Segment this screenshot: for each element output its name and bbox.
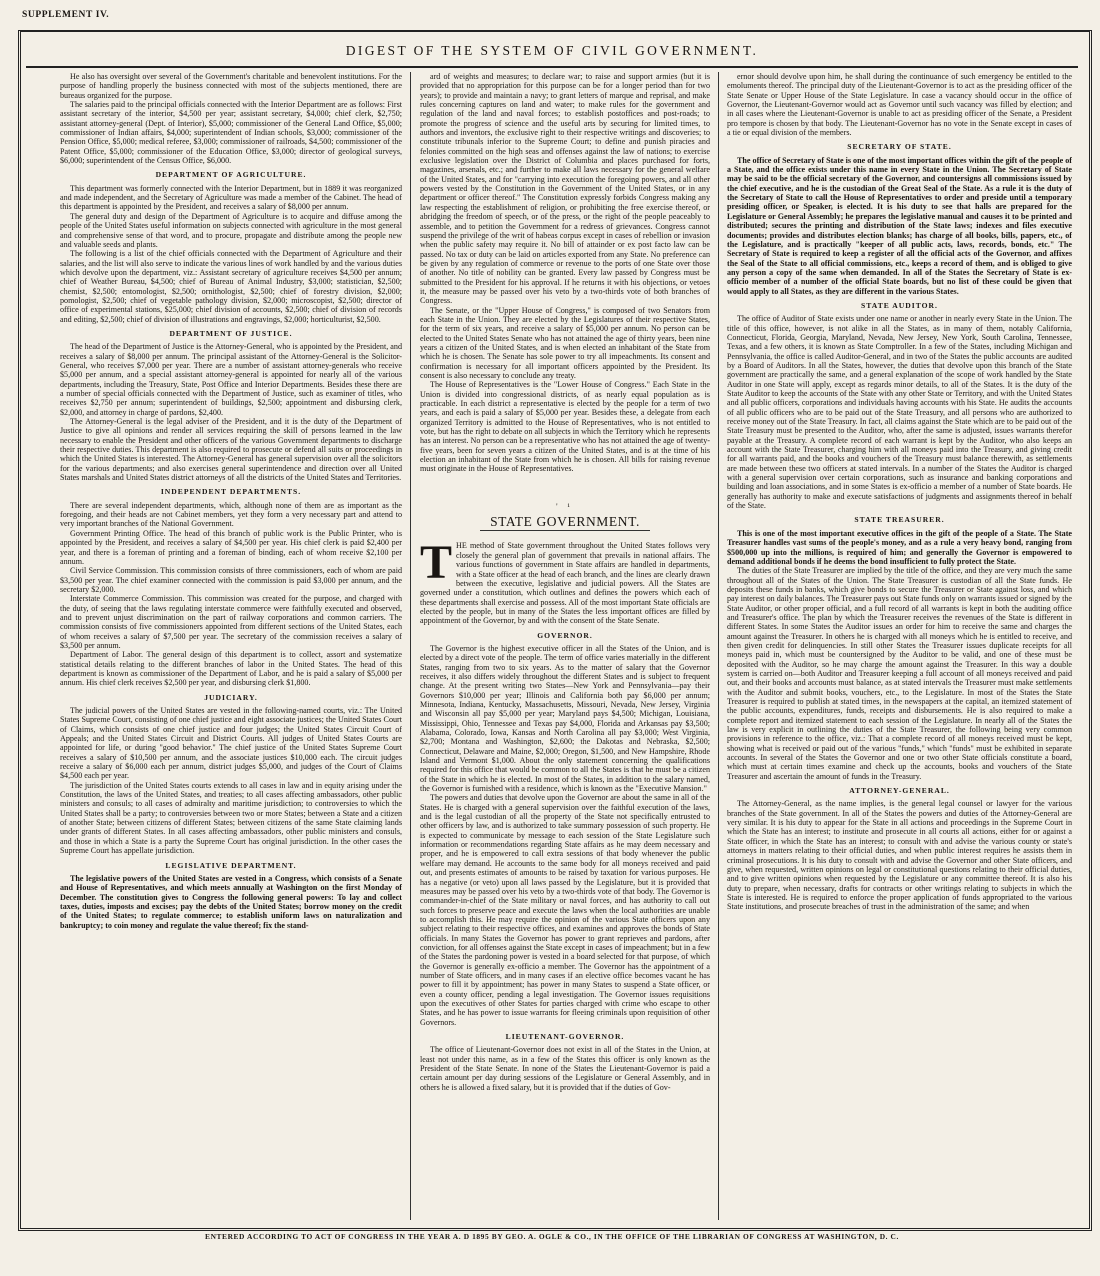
- column-rule-2: [718, 72, 719, 1220]
- paragraph: He also has oversight over several of the Government's charitable and benevolent institutions. For the purpose of handling properly the business connected with most of the subjects mentioned, there are bureaus organized for the purpose.: [60, 72, 402, 100]
- paragraph: The Attorney-General, as the name implies, is the general legal counsel or lawyer for the various branches of the State government. In all of the States the powers and duties of the Attorney-General are very similar. It is his duty to appear for the State in all actions and proceedings in the Supreme Court in which the State has an interest; to institute and prosecute in all courts all actions, either for or against a State officer, in which the State has an interest; to consult with and advise the various county or state's attorneys in matters relating to their official duties, and when public interest requires he assists them in criminal prosecutions. It is his duty to consult with and advise the Governor and other State officers, and give, when requested, written opinions on legal or constitutional questions relating to their official duties, and to give written opinions when requested by the Legislature or any committee thereof. It is also his duty to prepare, when necessary, drafts for contracts or other writings relating to subjects in which the State is interested. He is required to enforce the proper application of funds appropriated to the various State institutions, and prosecute breaches of trust in the administration of the same; and when: [727, 799, 1072, 912]
- paragraph: Government Printing Office. The head of this branch of public work is the Public Printer, who is appointed by the President, and receives a salary of $4,500 per year. His chief clerk is paid $2,400 per year, and there is a foreman of printing and a foreman of binding, each of whom receive $2,100 per annum.: [60, 528, 402, 566]
- paragraph: The Attorney-General is the legal adviser of the President, and it is the duty of the Department of Justice to give all opinions and render all services requiring the skill of persons learned in the law necessary to enable the President and other officers of the various Government departments to discharge their respective duties. This department is also required to prosecute or defend all suits or proceedings in which the United States is interested. The Attorney-General has general supervision over all the solicitors for the various departments; and also exercises general superintendence and direction over all United States marshals and United States district attorneys of all the districts of the United States and Territories.: [60, 417, 402, 483]
- column-2: [420, 72, 710, 1222]
- paragraph: The following is a list of the chief officials connected with the Department of Agriculture and their salaries, and the list will also serve to indicate the various lines of work handled by and the various duties which devolve upon the department, viz.: Assistant secretary of agriculture receives $4,500 per annum; chief of Weather Bureau, $4,500; chief of Bureau of Animal Industry, $3,000; statistician, $2,500; chemist, $2,500; entomologist, $2,500; ornithologist, $2,500; chief of forestry division, $2,000; pomologist, $2,500; chief of vegetable pathology division, $2,000; microscopist, $2,500; director of office of experimental stations, $25,000; chief division of accounts, $2,500; chief of division of records and editing, $2,500; chief of division of illustrations and engravings, $2,000; horticulturist, $2,500.: [60, 249, 402, 324]
- paragraph: The Senate, or the "Upper House of Congress," is composed of two Senators from each State in the Union. They are elected by the Legislatures of their respective States, for the term of six years, and receive a salary of $5,000 per annum. No person can be elected to the United States Senate who has not attained the age of thirty years, been nine years a citizen of the United States, and is when elected an inhabitant of the State from which he is chosen. The Senate has sole power to try all impeachments. Its consent and confirmation is necessary for all important officers appointed by the President. Its consent is also necessary to conclude any treaty.: [420, 305, 710, 380]
- paragraph: The House of Representatives is the "Lower House of Congress." Each State in the Union is divided into congressional districts, of as nearly equal population as is practicable. In each district a representative is elected by the people for a term of two years, and each is paid a salary of $5,000 per year. Besides these, a delegate from each organized Territory is admitted to the House of Representatives, who is not entitled to vote, but has the right to debate on all subjects in which the Territory which he represents has an interest. No person can be a representative who has not attained the age of twenty-five years, been for seven years a citizen of the United States, and is at the time of his election an inhabitant of the State from which he is chosen. All bills for raising revenue must originate in the House of Representatives.: [420, 380, 710, 474]
- section-heading-state-auditor: STATE AUDITOR.: [861, 300, 938, 310]
- paragraph: Civil Service Commission. This commission consists of three commissioners, each of whom are paid $3,500 per year. The chief examiner connected with the commission is paid $3,000 per annum, and the secretary $2,000.: [60, 566, 402, 594]
- ornament-divider: ' ¹: [556, 501, 574, 511]
- paragraph: This is one of the most important executive offices in the gift of the people of a State. The State Treasurer handles vast sums of the people's money, and as a rule a very heavy bond, ranging from $500,000 up into the millions, is required of him; and generally the Governor is empowered to demand additional bonds if he deems the bond insufficient to fully protect the State.: [727, 528, 1072, 566]
- paragraph: The office of Auditor of State exists under one name or another in nearly every State in the Union. The title of this office, however, is not alike in all the States, as in many of them, notably California, Connecticut, Florida, Georgia, Maryland, Nevada, New Jersey, New York, South Carolina, Tennessee, Texas, and a few others, it is known as State Comptroller. In a few of the States, including Michigan and Pennsylvania, the office is called Auditor-General, and in two of the States the public accounts are audited by a Board of Auditors. In all the States, however, the duties that devolve upon this branch of the State government are practically the same, and a general explanation of the scope of work handled by the State Auditor in one State will apply, except as regards minor details, to all of the States. It is the duty of the State Auditor to keep the accounts of the State with any other State or Territory, and with the United States and all public officers, corporations and individuals having accounts with his State. He audits the accounts of all public officers who are to be paid out of the State Treasury, and all persons who are authorized to receive money out of the State Treasury. In fact, all claims against the State which are to be paid out of the State Treasury must be presented to the Auditor, who, after the same is adjusted, issues warrants therefor payable at the Treasury. A complete record of each warrant is kept by the Auditor, who also keeps an account with the State Treasurer, charging him with all moneys paid into the Treasury, and giving credit for all warrants paid, and the books and vouchers of the Treasury must balance therewith, as settlements are made between these two officers at stated intervals. In a number of the States the Auditor is charged with a general supervision over certain corporations, such as insurance and banking corporations and building and loan associations, and in some States is ex-officio a member of a number of State boards. He generally has authority to make and execute satisfactions of judgments and assignments thereof in behalf of the State.: [727, 314, 1072, 511]
- paragraph: The head of the Department of Justice is the Attorney-General, who is appointed by the President, and receives a salary of $8,000 per annum. The principal assistant of the Attorney-General is the Solicitor-General, who receives $7,000 per year. There are a number of assistant attorney-generals who receive $5,000 per annum, and a special assistant attorney-general is appointed for nearly all of the various departments, including the Treasury, State, Post Office and Interior Departments. Besides these there are a number of special officials connected with the Department of Justice, such as examiner of titles, who receives $2,750 per annum; superintendent of buildings, $2,500; appointment and disbursing clerk, $2,000, and attorney in charge of pardons, $2,400.: [60, 342, 402, 417]
- section-heading-lieutenant-governor: LIEUTENANT-GOVERNOR.: [505, 1032, 625, 1041]
- section-heading-justice: DEPARTMENT OF JUSTICE.: [169, 328, 293, 338]
- section-heading-secretary-of-state: SECRETARY OF STATE.: [847, 142, 952, 152]
- state-government-heading: STATE GOVERNMENT.: [490, 514, 640, 530]
- drop-cap: T: [420, 536, 453, 590]
- paragraph: ard of weights and measures; to declare war; to raise and support armies (but it is provided that no appropriation for this purpose can be for a longer period than for two years); to provide and maintain a navy; to grant letters of marque and reprisal, and make rules concerning captures on land and water; to make rules for the government and regulation of the land and naval forces; to establish postoffices and post-roads; to promote the progress of science and the useful arts by securing for limited times, to authors and inventors, the exclusive right to their respective writings and discoveries; to constitute tribunals inferior to the Supreme Court; to define and punish piracies and felonies committed on the high seas and offenses against the law of nations; to exercise exclusive legislation over the District of Columbia and places purchased for forts, magazines, arsenals, etc.; and further to make all laws necessary for the general welfare of the United States, and for "carrying into execution the foregoing powers, and all other powers vested by the Constitution in the Government of the United States, or in any department or officer thereof." The Constitution expressly forbids Congress making any law respecting the establishment of religion, or prohibiting the free exercise thereof, or abridging the freedom of speech, or of the press, or the right of the people peaceably to assemble, and to petition the Government for a redress of grievances. Congress cannot suspend the privilege of the writ of habeas corpus except in cases of rebellion or invasion when the public safety may require it. No bill of attainder or ex post facto law can be passed. No tax or duty can be laid on articles exported from any State. No preference can be given by any regulation of commerce or revenue to the ports of one State over those of another. No title of nobility can be granted. Every law passed by Congress must be submitted to the President for his approval. If he returns it with his objections, or vetoes it, the measure may be passed over his veto by a two-thirds vote of both branches of Congress.: [420, 72, 710, 306]
- section-heading-agriculture: DEPARTMENT OF AGRICULTURE.: [155, 170, 307, 180]
- paragraph: Interstate Commerce Commission. This commission was created for the purpose, and charged with the duty, of seeing that the laws regulating interstate commerce were faithfully executed and observed, and to prevent unjust discrimination on the part of railway corporations and common carriers. The commission consists of five commissioners appointed from different sections of the United States, each of whom receives a salary of $7,500 per year. The secretary of the commission receives a salary of $3,500 per annum.: [60, 594, 402, 650]
- paragraph: The powers and duties that devolve upon the Governor are about the same in all of the States. He is charged with a general supervision over the faithful execution of the laws, and is the legal custodian of all the property of the State not specifically entrusted to other officers by law, and is authorized to take summary possession of such property. He is expected to communicate by message to each session of the State Legislature such information or recommendations regarding State affairs as he may deem necessary and proper, and he is empowered to call extra sessions of that body whenever the public welfare may demand. He accounts to the same body for all moneys received and paid out, and presents estimates of amounts to be raised by taxation for various purposes. He has a negative (or veto) upon all laws passed by the Legislature, but it is provided that measures may be passed over his veto by a two-thirds vote of that body. The Governor is commander-in-chief of the State military or naval forces, and has authority to call out such forces to preserve peace and execute the laws when the local authorities are unable to accomplish this. He may require the opinion of the various State officers upon any subject relating to their respective offices, and examines and approves the bonds of State officials. In many States the Governor has power to grant reprieves and pardons, after conviction, for all offenses against the State except in cases of impeachment; but in a few of the States the pardoning power is vested in a board selected for that purpose, of which the Governor is generally ex-officio a member. The Governor has the appointment of a number of State officers, and in many cases if an elective office becomes vacant he has power to fill it by appointment; has power in many States to suspend a State officer, or even a county officer, pending a legal investigation. The Governor issues requisitions upon the executives of other States for parties charged with crime who escape to other States, and he has power to issue warrants for fleeing criminals upon requisition of other Governors.: [420, 793, 710, 1027]
- paragraph: The Governor is the highest executive officer in all the States of the Union, and is elected by a direct vote of the people. The term of office varies materially in the different States, ranging from two to six years. As to the matter of salary that the Governor receives, it also differs widely throughout the different States and is subject to frequent change. At the present writing two States—New York and Pennsylvania—pay their Governors $10,000 per year; Illinois and California both pay $6,000 per annum; Minnesota, Indiana, Kentucky, Massachusetts, Missouri, Nevada, New Jersey, Virginia and Wisconsin all pay $5,000 per year; Maryland pays $4,500; Michigan, Louisiana, Mississippi, Ohio, Tennessee and Texas pay $4,000, Florida and Arkansas pay $3,500; Alabama, Colorado, Iowa, Kansas and North Carolina all pay $3,000; West Virginia, $2,700; Montana and Washington, $2,600; the Dakotas and Nebraska, $2,500; Connecticut, Delaware and Maine, $2,000; Oregon, $1,500, and New Hampshire, Rhode Island and Vermont $1,000. About the only statement concerning the qualifications required for this office that would be common to all the States is that he must be a citizen of the State in which he is elected. In most of the States, in addition to the salary named, the Governor is furnished with a residence, which is known as the "Executive Mansion.": [420, 643, 710, 794]
- section-heading-independent: INDEPENDENT DEPARTMENTS.: [160, 487, 302, 497]
- paragraph: The jurisdiction of the United States courts extends to all cases in law and in equity arising under the Constitution, the laws of the United States, and treaties; to all cases affecting ambassadors, other public ministers and consuls; to all cases of admiralty and maritime jurisdiction; to controversies to which the United States shall be a party; to controversies between two or more States; between a State and a citizen of another State; between citizens of different States; between citizens of the same State claiming lands under grants of different States. In all cases affecting ambassadors, other public ministers and consuls, and those in which a State is a party the Supreme Court has original jurisdiction. In the other cases the Supreme Court has appellate jurisdiction.: [60, 780, 402, 856]
- column-rule-1: [410, 72, 411, 1220]
- paragraph: The judicial powers of the United States are vested in the following-named courts, viz.: The United States Supreme Court, consisting of one chief justice and eight associate justices; the United States Court of Claims, which consists of one chief justice and four judges; the United States Circuit Court of Appeals; and the United States Circuit and District Courts. All judges of United States Courts are appointed for life, or during "good behavior." The chief justice of the United States Supreme Court receives a salary of $10,500 per annum, and the associate justices $10,000 each. The circuit judges receive a salary of $6,000 each per annum, district judges $5,000, and judges of the Court of Claims $4,500 each per year.: [60, 706, 402, 781]
- paragraph: ernor should devolve upon him, he shall during the continuance of such emergency be entitled to the emoluments thereof. The principal duty of the Lieutenant-Governor is to act as the presiding officer of the State Senate or Upper House of the State Legislature. In case a vacancy should occur in the office of Governor, the Lieutenant-Governor would act as Governor until such vacancy was filled by election; and in all cases where the Lieutenant-Governor is unable to act as presiding officer of the Senate, a President pro tempore is chosen by that body. The Lieutenant-Governor has no vote in the Senate except in cases of a tie or equal division of the members.: [727, 72, 1072, 138]
- paragraph: The legislative powers of the United States are vested in a Congress, which consists of a Senate and House of Representatives, and which meets annually at Washington on the first Monday of December. The constitution gives to Congress the following general powers: To lay and collect taxes, duties, imposts and excises; pay the debts of the United States; borrow money on the credit of the United States; to regulate commerce; to establish uniform laws on naturalization and bankruptcy; to coin money and regulate the value thereof; fix the stand-: [60, 873, 402, 930]
- paragraph: There are several independent departments, which, although none of them are as important as the foregoing, and their heads are not Cabinet members, yet they form a very necessary part and attend to very important branches of the National Government.: [60, 500, 402, 529]
- paragraph: The office of Lieutenant-Governor does not exist in all of the States in the Union, at least not under this name, as in a few of the States this officer is only known as the President of the State Senate. In none of the States the Lieutenant-Governor is paid a certain amount per day during sessions of the Legislature or General Assembly, and in others he is allowed a fixed salary, but it is provided that if the duties of Gov-: [420, 1045, 710, 1092]
- page-headline: DIGEST OF THE SYSTEM OF CIVIL GOVERNMENT.: [26, 36, 1078, 68]
- section-heading-legislative: LEGISLATIVE DEPARTMENT.: [165, 860, 297, 870]
- section-heading-governor: GOVERNOR.: [537, 630, 593, 640]
- state-government-intro: [420, 536, 710, 626]
- paragraph: The salaries paid to the principal officials connected with the Interior Department are as follows: First assistant secretary of the interior, $4,500 per year; assistant secretary, $4,000; chief clerk, $2,750; assistant attorney-general (Dept. of Interior), $5,000; commissioner of the General Land Office, $5,000; commissioner of Indian affairs, $4,000; superintendent of Indian schools, $3,000; commissioner of the Pension Office, $5,000; medical referee, $3,000; commissioner of railroads, $4,500; commissioner of the Patent Office, $5,000; commissioner of the Education Office, $3,000; director of geological surveys, $6,000; superintendent of the Census Office, $6,000.: [60, 100, 402, 166]
- paragraph: Department of Labor. The general design of this department is to collect, assort and systematize statistical details relating to the different branches of labor in the United States. The head of this department is known as commissioner of the Department of Labor, and he is paid a salary of $5,000 per annum. His chief clerk receives $2,500 per year, and disbursing clerk $1,800.: [60, 650, 402, 688]
- section-heading-judiciary: JUDICIARY.: [204, 692, 258, 702]
- paragraph: This department was formerly connected with the Interior Department, but in 1889 it was reorganized and made independent, and the Secretary of Agriculture was made a member of the Cabinet. The head of this department is appointed by the President, and receives a salary of $8,000 per annum.: [60, 183, 402, 212]
- paragraph: The office of Secretary of State is one of the most important offices within the gift of the people of a State, and the office exists under this name in every State in the Union. The Secretary of State may be said to be the official secretary of the Governor, and countersigns all commissions issued by the chief executive, and he is the custodian of the Great Seal of the State. As a rule it is the duty of the Secretary of State to call the House of Representatives to order and preside until a temporary presiding officer, or Speaker, is elected. It is his duty to see that halls are prepared for the Legislature or General Assembly; he prepares the legislative manual and causes it to be printed and distributed; secures the printing and distribution of the State laws; indexes and files executive documents; provides and distributes election blanks; has charge of all books, bills, papers, etc., of the Legislature, and is practically "keeper of all public acts, laws, records, bonds, etc." The Secretary of State is required to keep a register of all the official acts of the Governor, and affixes the Seal of the State to all official commissions, etc., keeps a record of them, and is obliged to give any person a copy of the same when demanded. In all of the States the Secretary of State is ex-officio member of a number of the official State boards, but no list of these could be given that would apply to all States, as they are different in the various States.: [727, 155, 1072, 296]
- column-3: [727, 72, 1072, 1222]
- column-1: [60, 72, 402, 1222]
- paragraph: The duties of the State Treasurer are implied by the title of the office, and they are very much the same throughout all of the States of the Union. The State Treasurer is custodian of all the State funds. He deposits these funds in banks, which give bonds to secure the Treasurer or State against loss, and which pay interest on daily balances. The Treasurer pays out State funds only on warrants issued or signed by the State Auditor, or other proper official, and a full record of all warrants is kept in both the auditing office and Treasurer's office. The plan by which the Treasurer receives the revenues of the State is different in different States. In some States the Auditor issues an order for him to receive the same and charges the amount against the Treasurer. In others he is charged with all moneys which he is entitled to receive, and then given credit for delinquencies. In still other States the Treasurer issues duplicate receipts for all moneys paid in, which must be countersigned by the Auditor to be valid, and one of these must be deposited with the Auditor, so he may charge the amount against the Treasurer. In this way a double system is carried on—both Auditor and Treasurer keeping a full account of all moneys received and paid out, and their books and accounts must balance, as at stated intervals the Treasurer must make settlements with the Auditor and submit books, vouchers, etc., to the Legislature. In most of the States the State Treasurer is required to publish at stated times, in the newspapers at the capital, an itemized statement of the public accounts, expenditures, funds, receipts and disbursements. He is also required to make a complete report and itemized statement to each session of the Legislature. In nearly all of the States the law is very explicit in outlining the duties of the State Treasurer, the following being very common provisions in reference to the office, viz.: That a complete record of all moneys received must be kept, showing what is received or paid out of the various "funds," which "funds" must be exhibited in separate accounts. In several of the States the Governor and one or two other State officials constitute a board, which must at certain times examine and check up the accounts, books and vouchers of the State Treasurer and ascertain the amount of funds in the Treasury.: [727, 566, 1072, 781]
- paragraph: The general duty and design of the Department of Agriculture is to acquire and diffuse among the people of the United States useful information on subjects connected with agriculture in the most general and comprehensive sense of that word, and to procure, propagate and distribute among the people new and valuable seeds and plants.: [60, 211, 402, 249]
- copyright-footer: ENTERED ACCORDING TO ACT OF CONGRESS IN THE YEAR A. D 1895 BY GEO. A. OGLE & CO., IN THE OFFICE OF THE LIBRARIAN OF CONGRESS AT WASHINGTON, D. C.: [205, 1232, 899, 1241]
- heading-rule: [480, 530, 650, 531]
- supplement-label: SUPPLEMENT IV.: [22, 10, 110, 20]
- paragraph: HE method of State government throughout the United States follows very closely the general plan of government that prevails in national affairs. The various functions of government in State affairs are handled in departments, with a State officer at the head of each branch, and the lines are clearly drawn between the executive, legislative and judicial powers. All the States are governed under a constitution, which outlines and defines the powers which each of these departments shall exercise and possess. All of the most important State officials are elected by the people, but in many of the States the less important offices are filled by appointment of the Governor, by and with the consent of the State Senate.: [420, 541, 710, 626]
- section-heading-attorney-general: ATTORNEY-GENERAL.: [849, 786, 950, 796]
- section-heading-state-treasurer: STATE TREASURER.: [854, 515, 945, 525]
